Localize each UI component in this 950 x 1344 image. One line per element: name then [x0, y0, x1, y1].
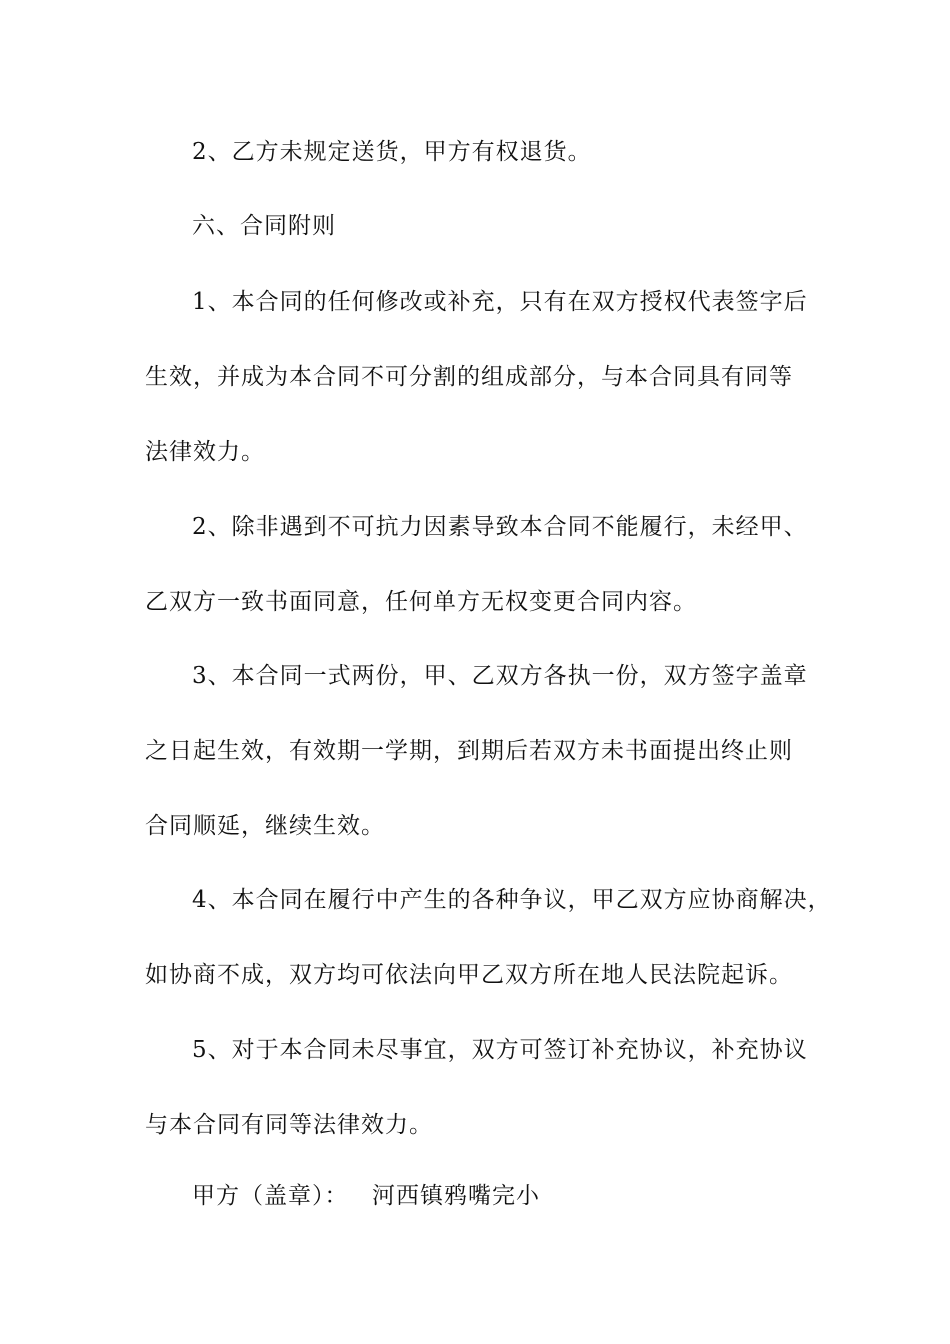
- paragraph-copies-line-2: 之日起生效，有效期一学期，到期后若双方未书面提出终止则: [145, 738, 793, 764]
- paragraph-force-majeure-line-2: 乙双方一致书面同意，任何单方无权变更合同内容。: [145, 589, 697, 615]
- paragraph-disputes-line-1: 4、本合同在履行中产生的各种争议，甲乙双方应协商解决，: [192, 887, 832, 913]
- paragraph-copies-line-3: 合同顺延，继续生效。: [145, 813, 385, 839]
- paragraph-force-majeure-line-1: 2、除非遇到不可抗力因素导致本合同不能履行，未经甲、: [192, 514, 808, 540]
- paragraph-modification-line-1: 1、本合同的任何修改或补充，只有在双方授权代表签字后: [192, 289, 808, 315]
- party-a-name: 河西镇鸦嘴完小: [372, 1183, 540, 1209]
- paragraph-delivery-return: 2、乙方未规定送货，甲方有权退货。: [192, 139, 592, 165]
- paragraph-modification-line-3: 法律效力。: [145, 439, 265, 465]
- paragraph-modification-line-2: 生效，并成为本合同不可分割的组成部分，与本合同具有同等: [145, 364, 793, 390]
- party-a-seal-label: 甲方（盖章）：: [192, 1183, 349, 1209]
- paragraph-disputes-line-2: 如协商不成，双方均可依法向甲乙双方所在地人民法院起诉。: [145, 962, 793, 988]
- paragraph-copies-line-1: 3、本合同一式两份，甲、乙双方各执一份，双方签字盖章: [192, 663, 808, 689]
- section-heading-supplementary-provisions: 六、合同附则: [192, 213, 336, 239]
- paragraph-supplement-line-1: 5、对于本合同未尽事宜，双方可签订补充协议，补充协议: [192, 1037, 808, 1063]
- paragraph-supplement-line-2: 与本合同有同等法律效力。: [145, 1112, 433, 1138]
